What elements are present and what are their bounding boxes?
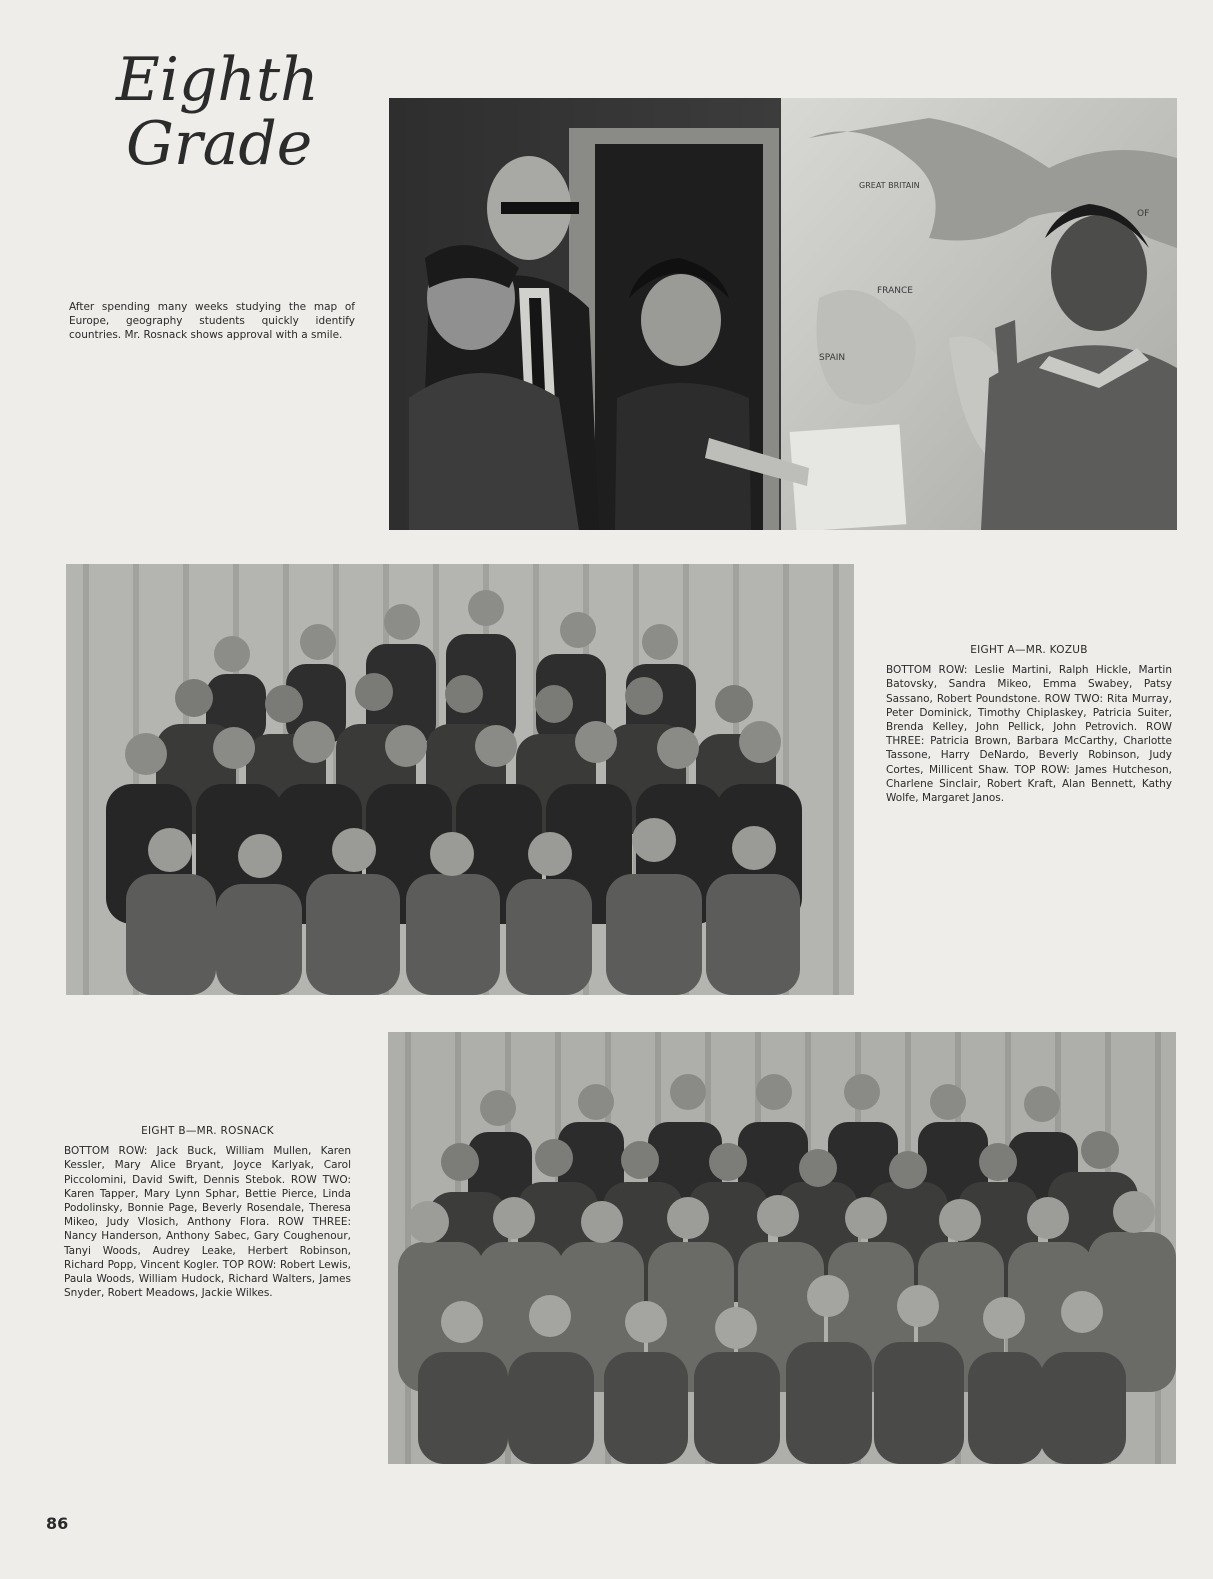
class-8a-caption <box>886 643 1172 805</box>
girl-figure <box>641 274 721 366</box>
map-label-spain: SPAIN <box>819 353 846 363</box>
title-line-2: Grade <box>126 109 313 179</box>
class-8a-heading: EIGHT A—MR. KOZUB <box>970 644 1088 656</box>
map-label-great-britain: GREAT BRITAIN <box>859 181 920 190</box>
boy-right-figure <box>1051 215 1147 331</box>
map-classroom-photo <box>389 98 1177 530</box>
class-8b-illustration <box>388 1032 1176 1464</box>
class-8b-caption <box>64 1124 351 1300</box>
class-8a-group-photo <box>66 564 854 995</box>
title-line-1: Eighth <box>116 45 319 115</box>
class-8b-group-photo <box>388 1032 1176 1464</box>
page-number: 86 <box>46 1514 69 1533</box>
class-8b-names: BOTTOM ROW: Jack Buck, William Mullen, Karen Kessler, Mary Alice Bryant, Joyce Karlyak, Carol Piccolomini, David Swift, Dennis Stebok. ROW TWO: Karen Tapper, Mary Lynn Sphar, Bettie Pierce, Linda Podolinsky, Bonnie Page, Beverly Rosendale, Theresa Mikeo, Judy Vlosich, Anthony Flora. ROW THREE: Nancy Handerson, Anthony Sabec, Gary Coughenour, Tanyi Woods, Audrey Leake, Herbert Robinson, Richard Popp, Vincent Kogler. TOP ROW: Robert Lewis, Paula Woods, William Hudock, Richard Walters, James Snyder, Robert Meadows, Jackie Wilkes. <box>64 1145 351 1300</box>
map-classroom-illustration <box>389 98 1177 530</box>
class-8a-names: BOTTOM ROW: Leslie Martini, Ralph Hickle, Martin Batovsky, Sandra Mikeo, Emma Swabey, Patsy Sassano, Robert Poundstone. ROW TWO: Rita Murray, Peter Dominick, Timothy Chiplaskey, Patricia Suiter, Brenda Kelley, John Pellick, John Petrovich. ROW THREE: Patricia Brown, Barbara McCarthy, Charlotte Tassone, Harry DeNardo, Beverly Robinson, Judy Cortes, Millicent Shaw. TOP ROW: James Hutcheson, Charlene Sinclair, Robert Kraft, Alan Bennett, Kathy Wolfe, Margaret Janos. <box>886 664 1172 805</box>
map-label-france: FRANCE <box>877 286 913 296</box>
class-8b-heading: EIGHT B—MR. ROSNACK <box>141 1125 274 1137</box>
map-photo-caption: After spending many weeks studying the map of Europe, geography students quickly identify countries. Mr. Rosnack shows approval with a smile. <box>69 301 355 341</box>
page-title <box>116 45 319 179</box>
class-8a-illustration <box>66 564 854 995</box>
map-label-of: OF <box>1137 209 1150 219</box>
